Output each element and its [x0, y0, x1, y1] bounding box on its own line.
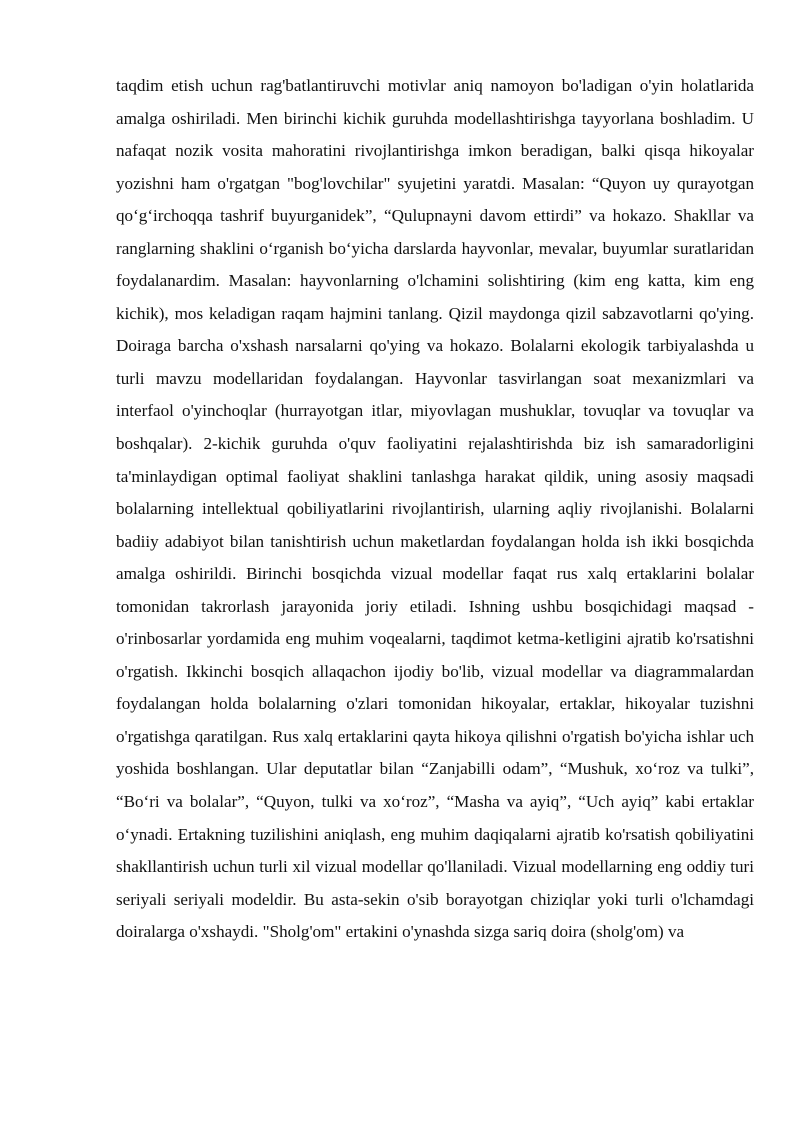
document-page — [116, 70, 754, 949]
body-paragraph: taqdim etish uchun rag'batlantiruvchi motivlar aniq namoyon bo'ladigan o'yin holatlarida amalga oshiriladi. Men birinchi kichik guruhda modellashtirishga tayyorlana boshladim. U nafaqat nozik vosita mahoratini rivojlantirishga imkon beradigan, balki qisqa hikoyalar yozishni ham o'rgatgan "bog'lovchilar" syujetini yaratdi. Masalan: “Quyon uy qurayotgan qo‘g‘irchoqqa tashrif buyurganidek”, “Qulupnayni davom ettirdi” va hokazo. Shakllar va ranglarning shaklini o‘rganish bo‘yicha darslarda hayvonlar, mevalar, buyumlar suratlaridan foydalanardim. Masalan: hayvonlarning o'lchamini solishtiring (kim eng katta, kim eng kichik), mos keladigan raqam hajmini tanlang. Qizil maydonga qizil sabzavotlarni qo'ying. Doiraga barcha o'xshash narsalarni qo'ying va hokazo. Bolalarni ekologik tarbiyalashda u turli mavzu modellaridan foydalangan. Hayvonlar tasvirlangan soat mexanizmlari va interfaol o'yinchoqlar (hurrayotgan itlar, miyovlagan mushuklar, tovuqlar va tovuqlar va boshqalar). 2-kichik guruhda o'quv faoliyatini rejalashtirishda biz ish samaradorligini ta'minlaydigan optimal faoliyat shaklini tanlashga harakat qildik, uning asosiy maqsadi bolalarning intellektual qobiliyatlarini rivojlantirish, ularning aqliy rivojlanishi. Bolalarni badiiy adabiyot bilan tanishtirish uchun maketlardan foydalangan holda ish ikki bosqichda amalga oshirildi. Birinchi bosqichda vizual modellar faqat rus xalq ertaklarini bolalar tomonidan takrorlash jarayonida joriy etiladi. Ishning ushbu bosqichidagi maqsad - o'rinbosarlar yordamida eng muhim voqealarni, taqdimot ketma-ketligini ajratib ko'rsatishni o'rgatish. Ikkinchi bosqich allaqachon ijodiy bo'lib, vizual modellar va diagrammalardan foydalangan holda bolalarning o'zlari tomonidan hikoyalar, ertaklar, hikoyalar tuzishni o'rgatishga qaratilgan. Rus xalq ertaklarini qayta hikoya qilishni o'rgatish bo'yicha ishlar uch yoshida boshlangan. Ular deputatlar bilan “Zanjabilli odam”, “Mushuk, xo‘roz va tulki”, “Bo‘ri va bolalar”, “Quyon, tulki va xo‘roz”, “Masha va ayiq”, “Uch ayiq” kabi ertaklar o‘ynadi. Ertakning tuzilishini aniqlash, eng muhim daqiqalarni ajratib ko'rsatish qobiliyatini shakllantirish uchun turli xil vizual modellar qo'llaniladi. Vizual modellarning eng oddiy turi seriyali seriyali modeldir. Bu asta-sekin o'sib borayotgan chiziqlar yoki turli o'lchamdagi doiralarga o'xshaydi. "Sholg'om" ertakini o'ynashda sizga sariq doira (sholg'om) va — [116, 76, 754, 942]
